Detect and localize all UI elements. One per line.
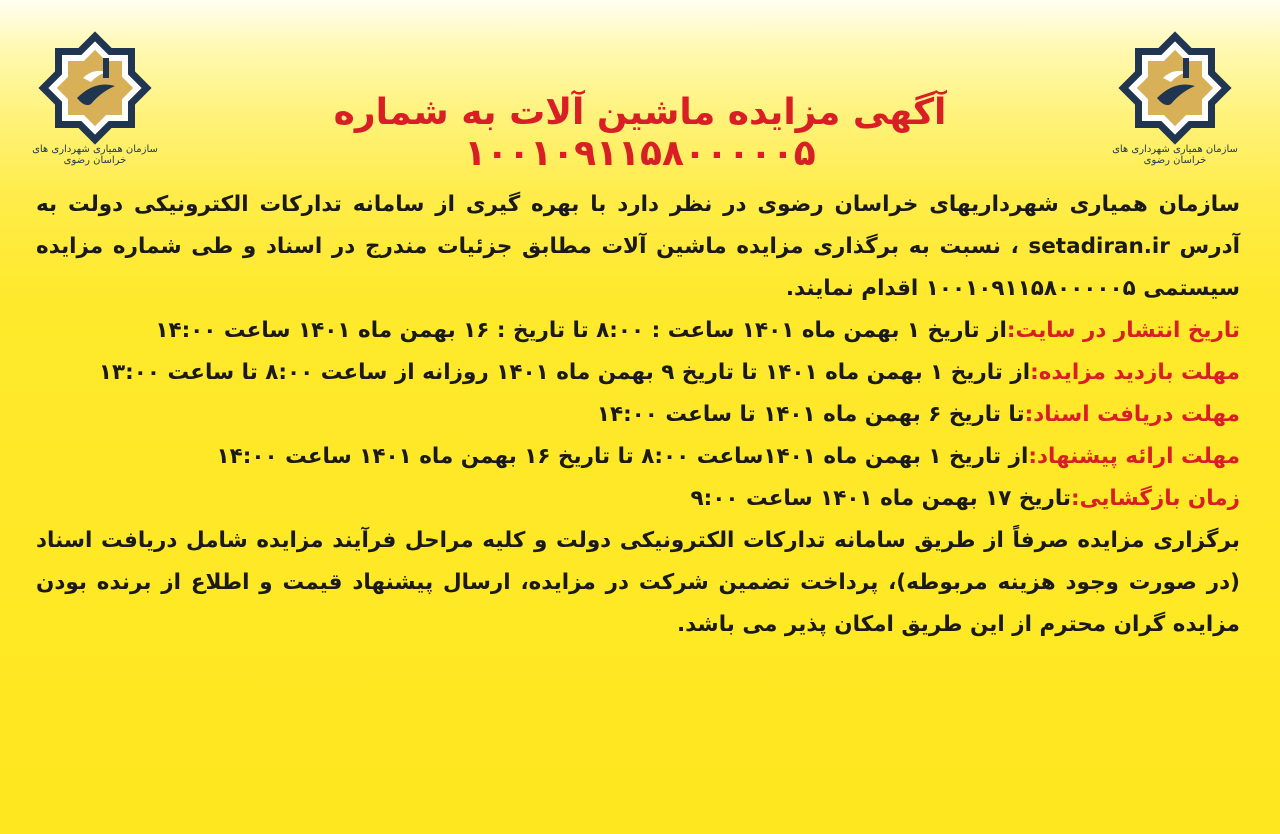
- logo-caption: سازمان همیاری شهرداری های خراسان رضوی: [1112, 144, 1238, 166]
- proposal-deadline-label: مهلت ارائه پیشنهاد:: [1028, 444, 1240, 469]
- publish-date-label: تاریخ انتشار در سایت:: [1006, 318, 1240, 343]
- opening-time-text: تاریخ ۱۷ بهمن ماه ۱۴۰۱ ساعت ۹:۰۰: [690, 486, 1071, 511]
- documents-deadline-row: [36, 394, 1240, 436]
- star-emblem-icon: [1115, 28, 1235, 148]
- documents-deadline-text: تا تاریخ ۶ بهمن ماه ۱۴۰۱ تا ساعت ۱۴:۰۰: [596, 402, 1025, 427]
- closing-paragraph: برگزاری مزایده صرفاً از طریق سامانه تدارکات الکترونیکی دولت و کلیه مراحل فرآیند مزایده شامل دریافت اسناد (در صورت وجود هزینه مربوطه)، پرداخت تضمین شرکت در مزایده، ارسال پیشنهاد قیمت و اطلاع از برنده بودن مزایده گران محترم از این طریق امکان پذیر می باشد.: [36, 528, 1240, 637]
- documents-deadline-label: مهلت دریافت اسناد:: [1024, 402, 1240, 427]
- organization-logo-right: [1100, 28, 1250, 178]
- organization-logo-left: [20, 28, 170, 178]
- intro-paragraph: سازمان همیاری شهرداریهای خراسان رضوی در نظر دارد با بهره گیری از سامانه تدارکات الکترونیکی دولت به آدرس setadiran.ir ، نسبت به برگذاری مزایده ماشین آلات مطابق جزئیات مندرج در اسناد و طی شماره مزایده سیستمی ۱۰۰۱۰۹۱۱۵۸۰۰۰۰۰۵ اقدام نمایند.: [36, 192, 1240, 301]
- logo-caption: سازمان همیاری شهرداری های خراسان رضوی: [32, 144, 158, 166]
- publish-date-text: از تاریخ ۱ بهمن ماه ۱۴۰۱ ساعت : ۸:۰۰ تا تاریخ : ۱۶ بهمن ماه ۱۴۰۱ ساعت ۱۴:۰۰: [155, 318, 1007, 343]
- visit-deadline-row: [36, 352, 1240, 394]
- proposal-deadline-row: [36, 436, 1240, 478]
- notice-body: [36, 184, 1240, 646]
- opening-time-label: زمان بازگشایی:: [1071, 486, 1240, 511]
- star-emblem-icon: [35, 28, 155, 148]
- opening-time-row: [36, 478, 1240, 520]
- visit-deadline-text: از تاریخ ۱ بهمن ماه ۱۴۰۱ تا تاریخ ۹ بهمن ماه ۱۴۰۱ روزانه از ساعت ۸:۰۰ تا ساعت ۱۳:۰۰: [98, 360, 1031, 385]
- proposal-deadline-text: از تاریخ ۱ بهمن ماه ۱۴۰۱ساعت ۸:۰۰ تا تاریخ ۱۶ بهمن ماه ۱۴۰۱ ساعت ۱۴:۰۰: [216, 444, 1029, 469]
- notice-title: آگهی مزایده ماشین آلات به شماره ۱۰۰۱۰۹۱۱۵۸۰۰۰۰۰۵: [333, 92, 947, 174]
- publish-date-row: [36, 310, 1240, 352]
- visit-deadline-label: مهلت بازدید مزایده:: [1030, 360, 1240, 385]
